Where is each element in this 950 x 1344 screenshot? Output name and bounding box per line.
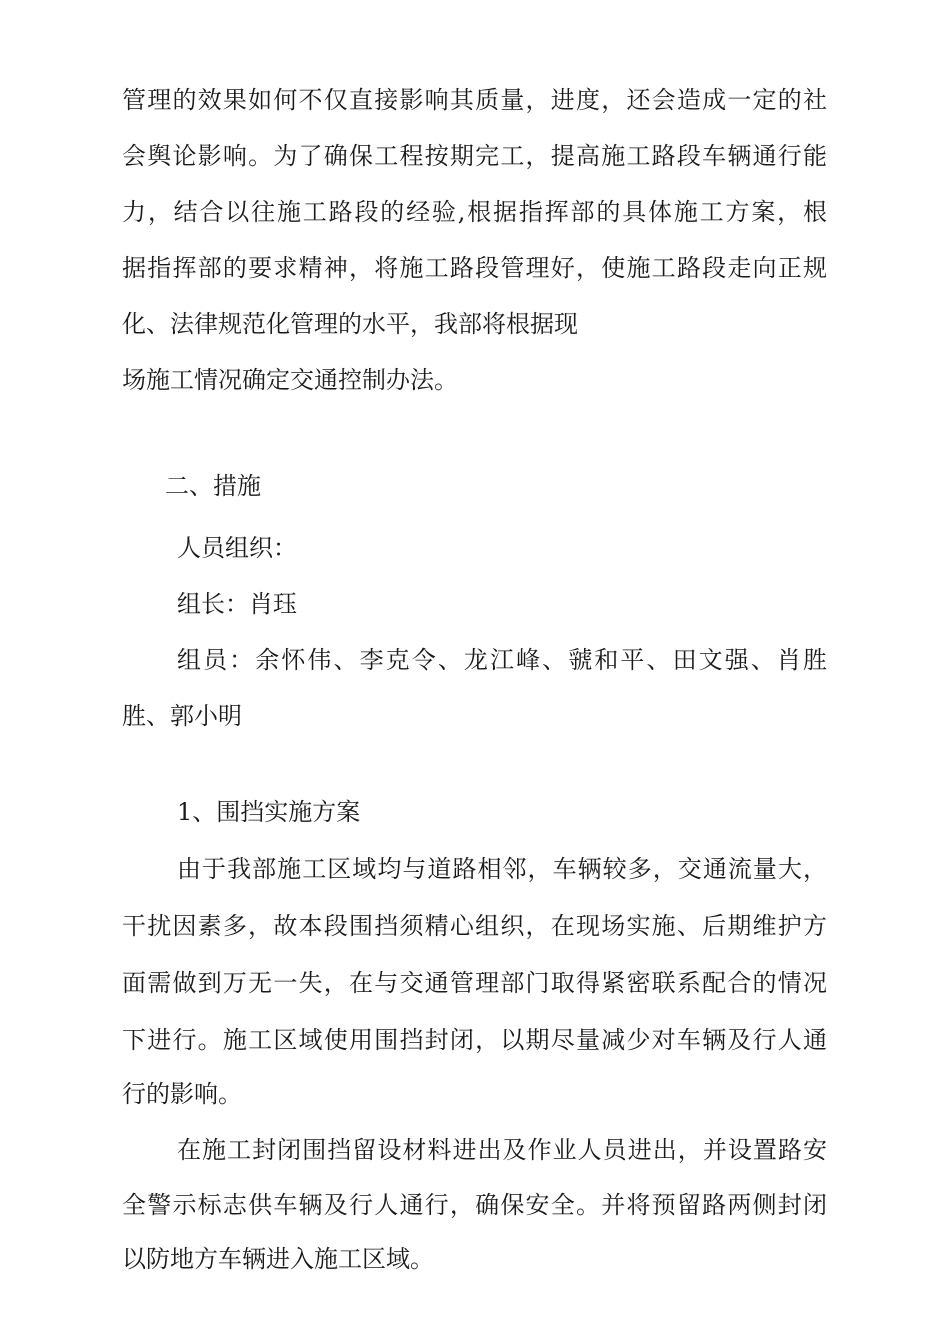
- intro-line-2: 会舆论影响。为了确保工程按期完工，提高施工路段车辆通行能: [122, 142, 827, 170]
- para1-line-1: 由于我部施工区域均与道路相邻，车辆较多，交通流量大，: [177, 855, 827, 883]
- intro-line-4: 据指挥部的要求精神，将施工路段管理好，使施工路段走向正规: [122, 254, 827, 282]
- para1-line-4: 下进行。施工区域使用围挡封闭，以期尽量减少对车辆及行人通: [122, 1026, 827, 1054]
- personnel-label: 人员组织：: [177, 534, 297, 562]
- subsection-heading: 1、围挡实施方案: [177, 798, 361, 826]
- para2-line-1: 在施工封闭围挡留设材料进出及作业人员进出，并设置路安: [177, 1136, 827, 1164]
- intro-line-1: 管理的效果如何不仅直接影响其质量，进度，还会造成一定的社: [122, 86, 827, 114]
- intro-line-3: 力，结合以往施工路段的经验,根据指挥部的具体施工方案，根: [122, 198, 827, 226]
- team-members-line-1: 组员：余怀伟、李克令、龙江峰、虢和平、田文强、肖胜: [177, 646, 827, 674]
- section-heading: 二、措施: [165, 472, 261, 500]
- team-leader: 组长：肖珏: [177, 590, 297, 618]
- intro-line-6: 场施工情况确定交通控制办法。: [122, 366, 458, 394]
- para1-line-2: 干扰因素多，故本段围挡须精心组织，在现场实施、后期维护方: [122, 912, 827, 940]
- intro-line-5: 化、法律规范化管理的水平，我部将根据现: [122, 310, 578, 338]
- para1-line-3: 面需做到万无一失，在与交通管理部门取得紧密联系配合的情况: [122, 969, 827, 997]
- para2-line-2: 全警示标志供车辆及行人通行，确保安全。并将预留路两侧封闭: [122, 1191, 827, 1219]
- para1-line-5: 行的影响。: [122, 1080, 242, 1108]
- para2-line-3: 以防地方车辆进入施工区域。: [122, 1245, 434, 1273]
- team-members-line-2: 胜、郭小明: [122, 702, 242, 730]
